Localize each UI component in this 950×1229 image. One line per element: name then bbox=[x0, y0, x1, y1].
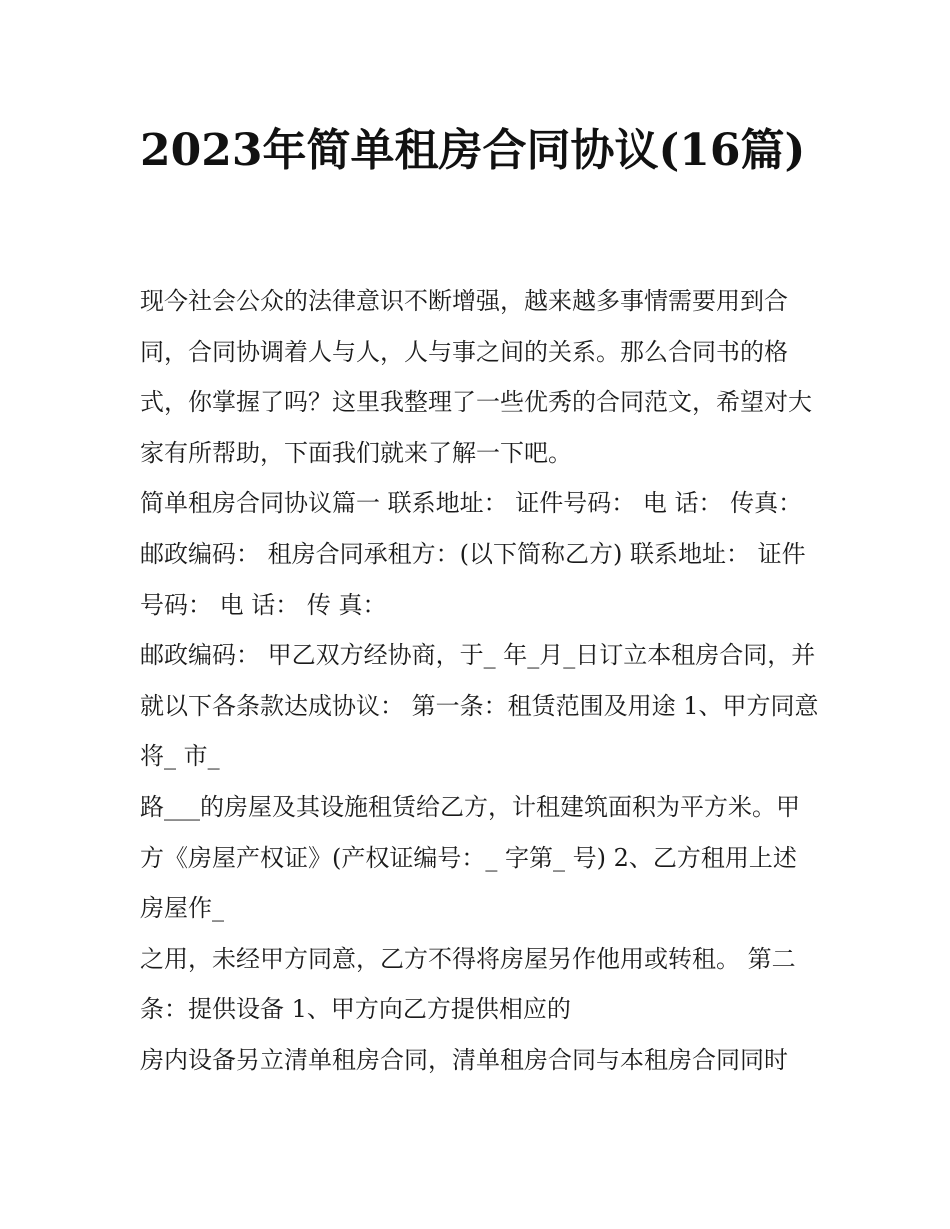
paragraph-contact-info: 简单租房合同协议篇一 联系地址： 证件号码： 电 话： 传真： 邮政编码： 租房合同承租方：(以下简称乙方) 联系地址： 证件号码： 电 话： 传 真： bbox=[140, 489, 806, 619]
paragraph-property-details: 路___的房屋及其设施租赁给乙方，计租建筑面积为平方米。甲方《房屋产权证》(产权证编号：_ 字第_ 号) 2、乙方租用上述房屋作_ bbox=[140, 792, 800, 923]
document-body bbox=[140, 276, 820, 1086]
paragraph-equipment-list: 房内设备另立清单租房合同，清单租房合同与本租房合同同时 bbox=[140, 1045, 788, 1074]
paragraph-agreement-article-1: 邮政编码： 甲乙双方经协商，于_ 年_月_日订立本租房合同，并就以下各条款达成协议： 第一条：租赁范围及用途 1、甲方同意将_ 市_ bbox=[140, 641, 819, 771]
document-title: 2023年简单租房合同协议(16篇) bbox=[140, 125, 806, 176]
paragraph-intro: 现今社会公众的法律意识不断增强，越来越多事情需要用到合同，合同协调着人与人，人与事之间的关系。那么合同书的格式，你掌握了吗？这里我整理了一些优秀的合同范文，希望对大家有所帮助，下面我们就来了解一下吧。 bbox=[140, 287, 812, 467]
paragraph-usage-article-2: 之用，未经甲方同意，乙方不得将房屋另作他用或转租。 第二条：提供设备 1、甲方向乙方提供相应的 bbox=[140, 944, 796, 1024]
